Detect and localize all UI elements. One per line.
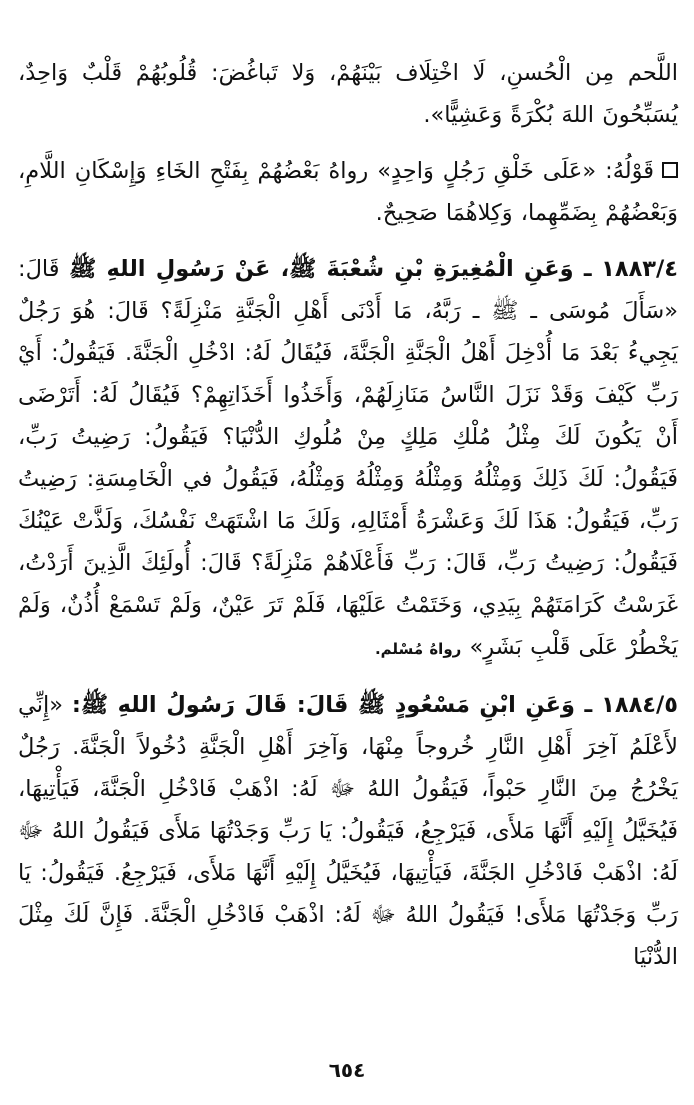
square-bullet-icon — [662, 162, 678, 178]
paragraph-commentary — [18, 150, 678, 234]
hadith-source: رواهُ مُسْلم. — [374, 640, 462, 658]
hadith-1884 — [18, 684, 678, 978]
page-number: ٦٥٤ — [328, 1058, 366, 1082]
hadith-1883 — [18, 248, 678, 670]
hadith-narrator: ـ وَعَنِ الْمُغِيرَةِ بْنِ شُعْبَةَ ﷺ، عَنْ رَسُولِ اللهِ ﷺ — [69, 256, 592, 282]
hadith-number: ١٨٨٤/٥ — [601, 692, 678, 718]
paragraph-text: اللَّحم مِن الْحُسنِ، لَا اخْتِلَاف بَيْنَهُمْ، وَلا تَباغُضَ: قُلُوبُهُمْ قَلْبٌ وَاحِدٌ، يُسَبِّحُونَ اللهَ بُكْرَةً وَعَشِيًّا». — [18, 60, 678, 128]
page-content — [18, 52, 678, 978]
hadith-narrator: ـ وَعَنِ ابْنِ مَسْعُودٍ ﷺ قَالَ: قَالَ رَسُولُ اللهِ ﷺ: — [71, 692, 593, 718]
hadith-number: ١٨٨٣/٤ — [601, 256, 678, 282]
hadith-body: قَالَ: «سَأَلَ مُوسَى ـ ﷺ ـ رَبَّهُ، مَا أَدْنَى أَهْلِ الْجَنَّةِ مَنْزِلَةً؟ قَالَ: هُوَ رَجُلٌ يَجِيءُ بَعْدَ مَا أُدْخِلَ أَهْلُ الْجَنَّةِ الْجَنَّةَ، فَيُقَالُ لَهُ: ادْخُلِ الْجَنَّةَ. فَيَقُولُ: أَيْ رَبِّ كَيْفَ وَقَدْ نَزَلَ النَّاسُ مَنَازِلَهُمْ، وَأَخَذُوا أَخَذَاتِهِمْ؟ فَيُقَالُ لَهُ: أَتَرْضَى أَنْ يَكُونَ لَكَ مِثْلُ مُلْكِ مَلِكٍ مِنْ مُلُوكِ الدُّنْيَا؟ فَيَقُولُ: رَضِيتُ رَبِّ، فَيَقُولُ: لَكَ ذَلِكَ وَمِثْلُهُ وَمِثْلُهُ وَمِثْلُهُ وَمِثْلُهُ، فَيَقُولُ في الْخَامِسَةِ: رَضِيتُ رَبِّ، فَيَقُولُ: هَذَا لَكَ وَعَشْرَةُ أَمْثَالِهِ، وَلَكَ مَا اشْتَهَتْ نَفْسُكَ، وَلَذَّتْ عَيْنُكَ فَيَقُولُ: رَضِيتُ رَبِّ، قَالَ: رَبِّ فَأَعْلَاهُمْ مَنْزِلَةً؟ قَالَ: أُولَئِكَ الَّذِينَ أَرَدْتُ، غَرَسْتُ كَرَامَتَهُمْ بِيَدِي، وَخَتَمْتُ عَلَيْهَا، فَلَمْ تَرَ عَيْنٌ، وَلَمْ تَسْمَعْ أُذُنٌ، وَلَمْ يَخْطُرْ عَلَى قَلْبِ بَشَرٍ» — [18, 256, 678, 660]
hadith-body: «إِنِّي لأَعْلَمُ آخِرَ أَهْلِ النَّارِ خُروجاً مِنْهَا، وَآخِرَ أَهْلِ الْجَنَّةِ دُخُولاً الْجَنَّةَ. رَجُلٌ يَخْرُجُ مِنَ النَّارِ حَبْواً، فَيَقُولُ اللهُ ﷻ لَهُ: اذْهَبْ فَادْخُلِ الْجَنَّةَ، فَيَأْتِيهَا، فَيُخَيَّلُ إِلَيْهِ أَنَّهَا مَلأَى، فَيَرْجِعُ، فَيَقُولُ: يَا رَبِّ وَجَدْتُهَا مَلأَى فَيَقُولُ اللهُ ﷻ لَهُ: اذْهَبْ فَادْخُلِ الجَنَّةَ، فَيَأْتِيهَا، فَيُخَيَّلُ إِلَيْهِ أَنَّهَا مَلأَى، فَيَرْجِعُ. فَيَقُولُ: يَا رَبِّ وَجَدْتُهَا مَلأَى! فَيَقُولُ اللهُ ﷻ لَهُ: اذْهَبْ فَادْخُلِ الْجَنَّةَ. فَإِنَّ لَكَ مِثْلَ الدُّنْيَا — [18, 692, 678, 970]
paragraph-continuation — [18, 52, 678, 136]
commentary-text: قَوْلُهُ: «عَلَى خَلْقِ رَجُلٍ وَاحِدٍ» رواهُ بَعْضُهُمْ بِفَتْحِ الخَاءِ وَإِسْكَانِ اللَّامِ، وَبَعْضُهُمْ بِضَمِّهِما، وَكِلاهُمَا صَحِيحٌ. — [18, 158, 678, 226]
